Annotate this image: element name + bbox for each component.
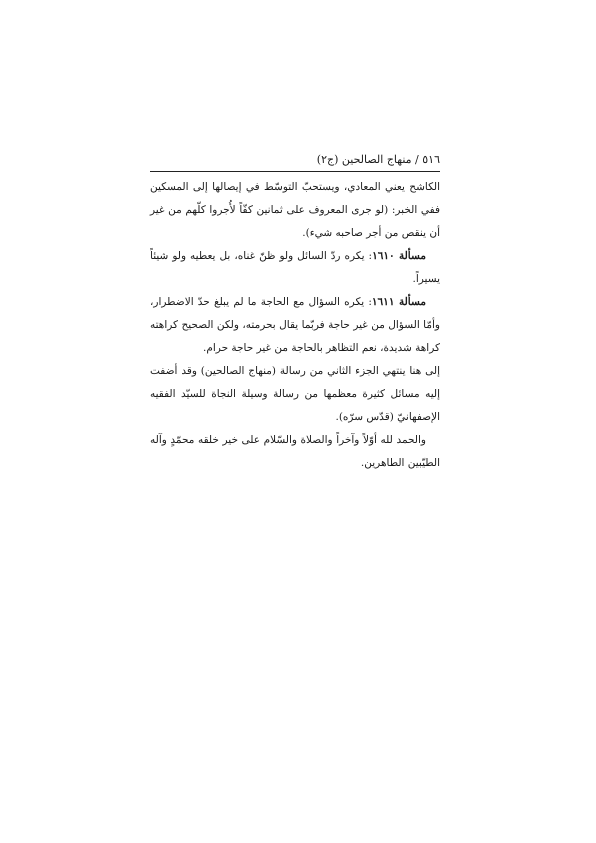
- issue-label-1611: مسألة ١٦١١: [371, 296, 426, 308]
- paragraph-issue-1610: [150, 245, 440, 291]
- paragraph-closing-note: إلى هنا ينتهي الجزء الثاني من رسالة (منهاج الصالحين) وقد أضفت إليه مسائل كثيرة معظمها من رسالة وسيلة النجاة للسيّد الفقيه الإصفهانيّ (قدّس سرّه).: [150, 365, 440, 423]
- issue-label-1610: مسألة ١٦١٠: [372, 250, 426, 262]
- page-body: [150, 176, 440, 475]
- running-header: ٥١٦ / منهاج الصالحين (ج٢): [316, 153, 440, 166]
- paragraph-praise: والحمد لله أوّلاً وآخراً والصلاة والسّلام على خير خلقه محمّدٍ وآله الطيّبين الطاهرين.: [150, 434, 440, 469]
- issue-text-1610: : يكره ردّ السائل ولو ظنّ غناه، بل يعطيه ولو شيئاً يسيراً.: [150, 250, 440, 285]
- paragraph-issue-1611: [150, 291, 440, 360]
- issue-text-1611: : يكره السؤال مع الحاجة ما لم يبلغ حدّ الاضطرار، وأمّا السؤال من غير حاجة فربّما يقال بحرمته، ولكن الصحيح كراهته كراهة شديدة، نعم التظاهر بالحاجة من غير حاجة حرام.: [150, 296, 440, 354]
- header-rule: [150, 171, 440, 172]
- paragraph-1: الكاشح يعني المعادي، ويستحبّ التوسّط في إيصالها إلى المسكين ففي الخبر: (لو جرى المعروف على ثمانين كفّاً لأُجروا كلّهم من غير أن ينقص من أجر صاحبه شيء).: [150, 181, 440, 239]
